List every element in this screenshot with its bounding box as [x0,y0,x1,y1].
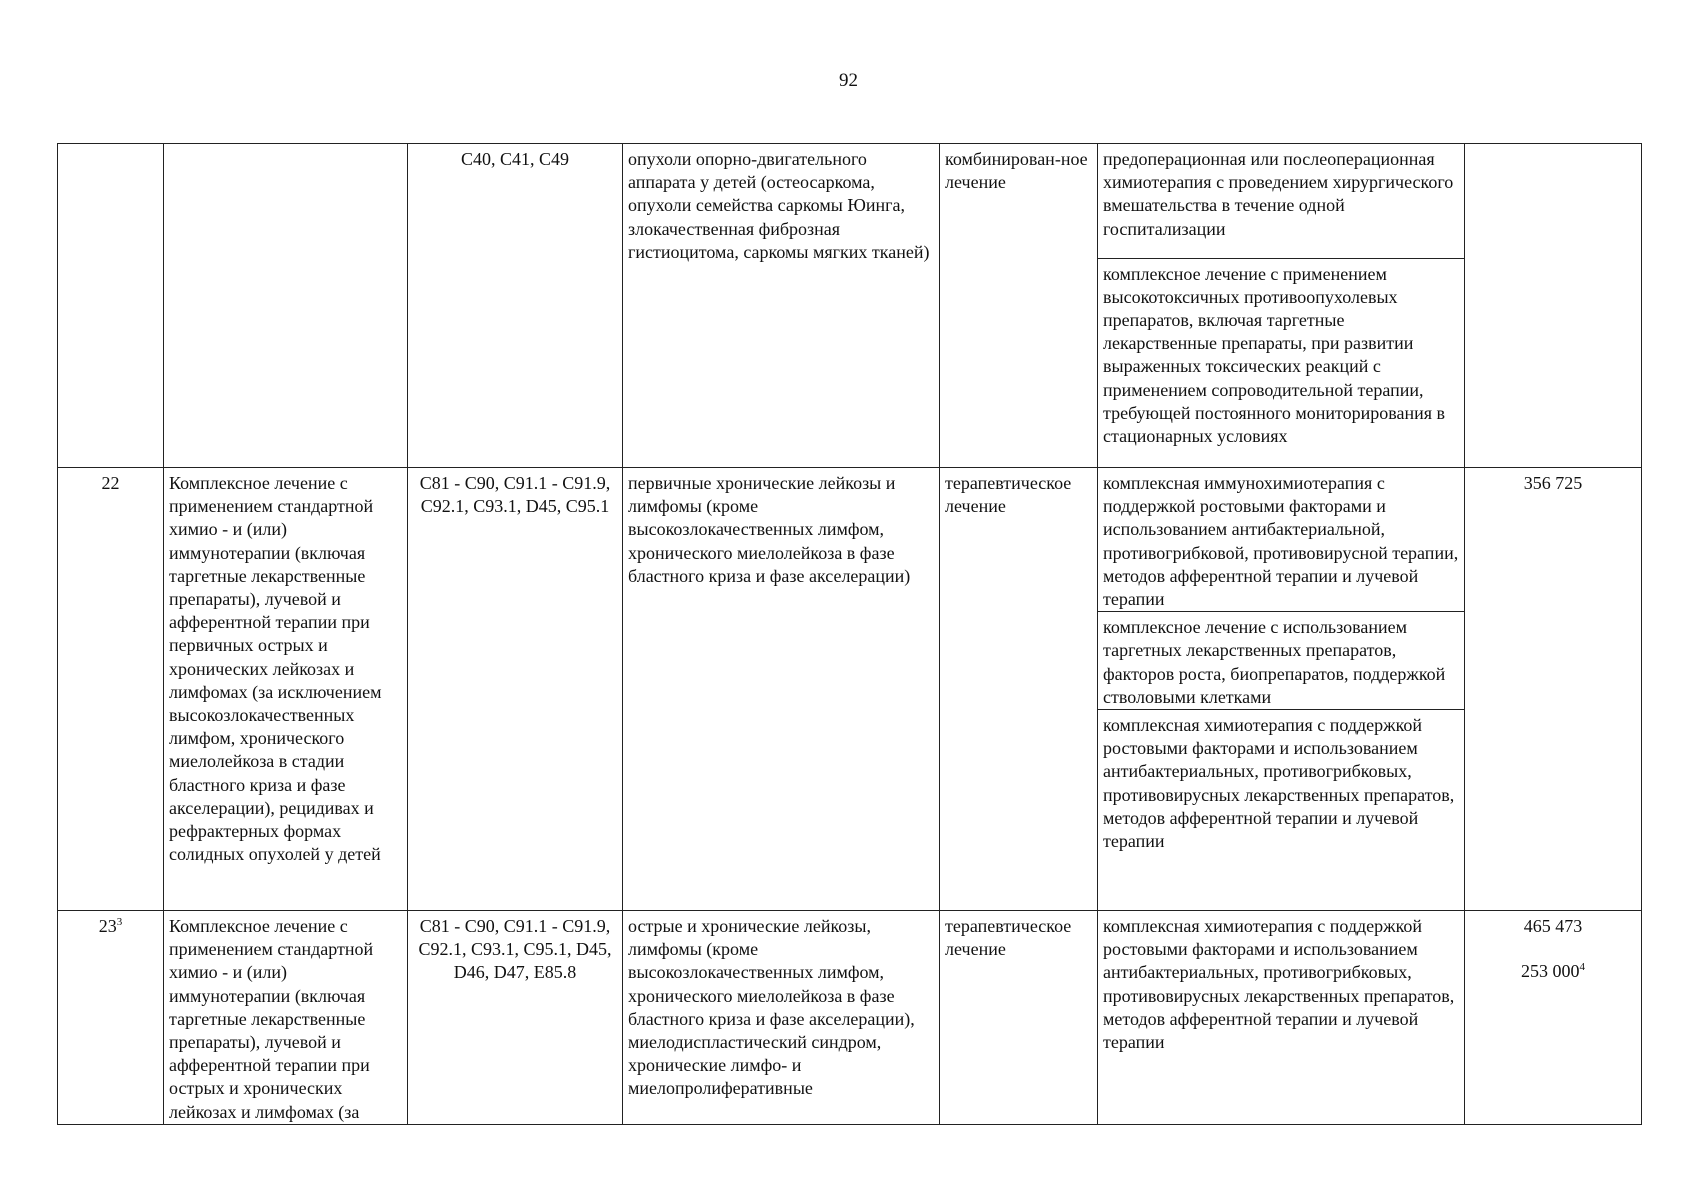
icd-codes: C40, C41, C49 [408,144,623,468]
footnote-mark: 4 [1579,961,1585,974]
treatment-methods [1098,911,1465,1125]
cost-value: 465 473 [1523,916,1583,936]
footnote-mark: 3 [116,916,123,928]
method-item: комплексная иммунохимиотерапия с поддержкой ростовыми факторами и использованием антибактериальной, противогрибковой, противовирусной терапии, методов афферентной терапии и лучевой терапии [1098,468,1464,612]
table-row [58,144,1642,468]
service-name: Комплексное лечение с применением стандартной химио - и (или) иммунотерапии (включая таргетные лекарственные препараты), лучевой и афферентной терапии при первичных острых и хронических лейкозах и лимфомах (за исключением высокозлокачественных лимфом, хронического миелолейкоза в стадии бластного криза и фазе акселерации), рецидивах и рефрактерных формах солидных опухолей у детей [164,468,408,911]
services-table [57,143,1642,1125]
patient-model: опухоли опорно-двигательного аппарата у детей (остеосаркома, опухоли семейства саркомы Юинга, злокачественная фиброзная гистиоцитома, саркомы мягких тканей) [623,144,940,468]
row-number [58,144,164,468]
patient-model: первичные хронические лейкозы и лимфомы (кроме высокозлокачественных лимфом, хронического миелолейкоза в фазе бластного криза и фазе акселерации) [623,468,940,911]
treatment-methods [1098,144,1465,468]
treatment-type: терапевтическое лечение [940,468,1098,911]
icd-codes: C81 - C90, C91.1 - C91.9, C92.1, C93.1, C95.1, D45, D46, D47, E85.8 [408,911,623,1125]
treatment-type: комбинирован-ное лечение [940,144,1098,468]
method-item: комплексное лечение с применением высокотоксичных противоопухолевых препаратов, включая таргетные лекарственные препараты, при развитии выраженных токсических реакций с применением сопроводительной терапии, требующей постоянного мониторирования в стационарных условиях [1103,263,1446,446]
cost [1465,144,1642,468]
treatment-methods [1098,468,1465,911]
cost: 356 725 [1465,468,1642,911]
method-item: комплексное лечение с использованием таргетных лекарственных препаратов, факторов роста, биопрепаратов, поддержкой стволовыми клетками [1098,612,1464,710]
service-name: Комплексное лечение с применением стандартной химио - и (или) иммунотерапии (включая таргетные лекарственные препараты), лучевой и афферентной терапии при острых и хронических лейкозах и лимфомах (за [164,911,408,1125]
table-row [58,911,1642,1125]
icd-codes: C81 - C90, C91.1 - C91.9, C92.1, C93.1, D45, C95.1 [408,468,623,911]
cost [1465,911,1642,1125]
method-item: комплексная химиотерапия с поддержкой ростовыми факторами и использованием антибактериальных, противогрибковых, противовирусных лекарственных препаратов, методов афферентной терапии и лучевой терапии [1103,916,1455,1053]
method-item: предоперационная или послеоперационная химиотерапия с проведением хирургического вмешательства в течение одной госпитализации [1098,144,1464,258]
treatment-type: терапевтическое лечение [940,911,1098,1125]
row-number: $23^3$ [58,911,164,1125]
patient-model: острые и хронические лейкозы, лимфомы (кроме высокозлокачественных лимфом, хронического миелолейкоза в фазе бластного криза и фазе акселерации), миелодиспластический синдром, хронические лимфо- и миелопролиферативные [623,911,940,1125]
method-item: комплексная химиотерапия с поддержкой ростовыми факторами и использованием антибактериальных, противогрибковых, противовирусных лекарственных препаратов, методов афферентной терапии и лучевой терапии [1103,715,1455,852]
page-number: 92 [839,70,858,91]
row-number: 22 [58,468,164,911]
cost-value-alt: 253 $000^4$ [1521,961,1585,982]
service-name [164,144,408,468]
table-row [58,468,1642,911]
